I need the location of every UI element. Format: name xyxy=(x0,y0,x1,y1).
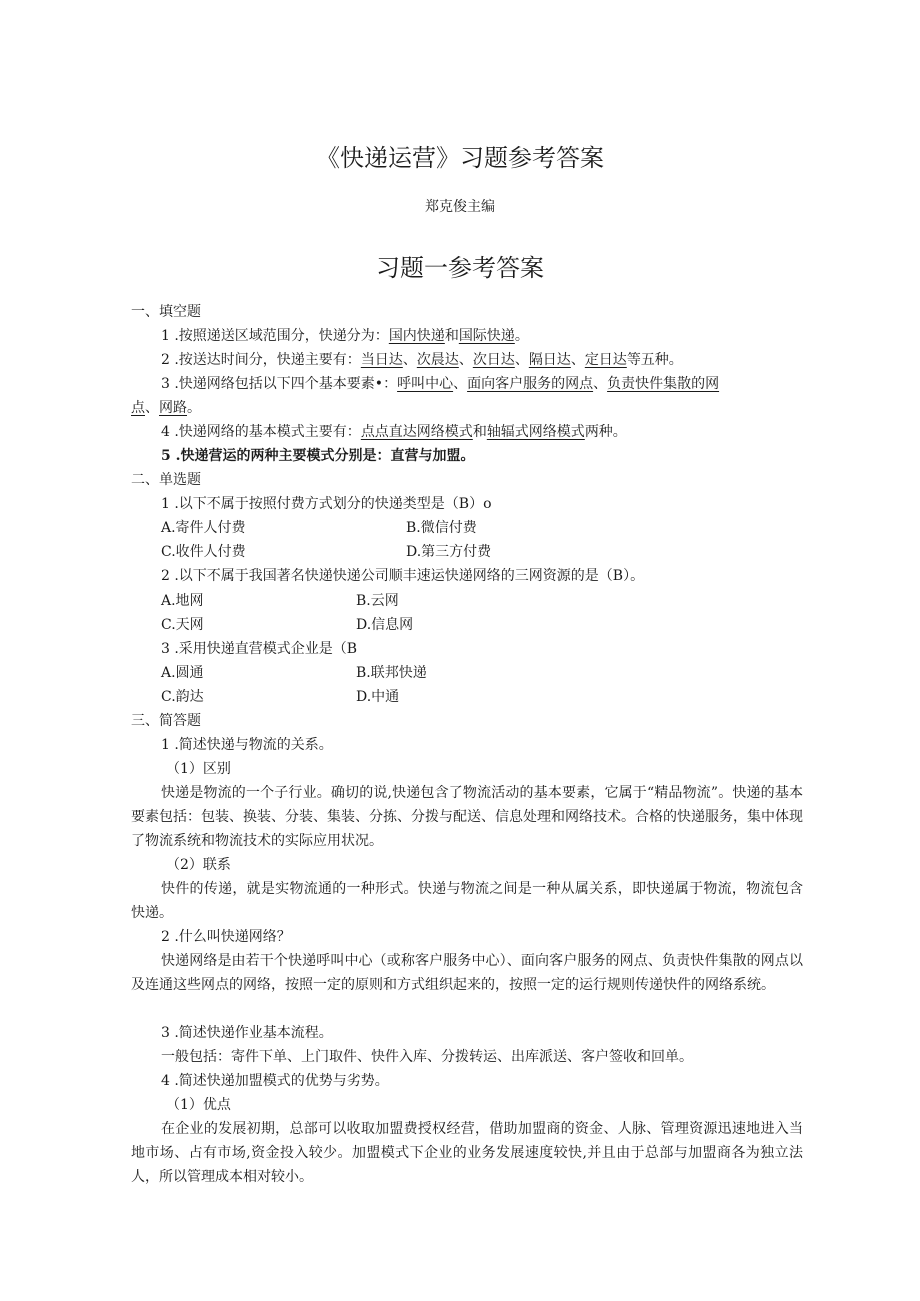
q3-answer: 一般包括：寄件下单、上门取件、快件入库、分拨转运、出库派送、客户签收和回单。 xyxy=(161,1049,693,1065)
q3-option-b: B.联邦快递 xyxy=(356,665,427,681)
fill-blank-q3: 3 .快递网络包括以下四个基本要素•：呼叫中心、面向客户服务的网点、负责快件集散的网 xyxy=(161,376,720,392)
editor-line: 郑克俊主编 xyxy=(425,199,495,215)
q1-part1-heading: （1）区别 xyxy=(166,761,231,777)
fill-blank-q5: 5 .快递营运的两种主要模式分别是：直营与加盟。 xyxy=(161,448,475,464)
q2-option-a: A.地网 xyxy=(161,593,204,609)
q3-option-d: D.中通 xyxy=(356,689,400,705)
q1-part2-heading: （2）联系 xyxy=(166,857,231,873)
short-answer-q3: 3 .简述快递作业基本流程。 xyxy=(161,1025,333,1041)
short-answer-q2: 2 .什么叫快递网络？ xyxy=(161,929,291,945)
q1-option-a: A.寄件人付费 xyxy=(161,520,246,536)
q2-answer: 快递网络是由若干个快递呼叫中心（或称客户服务中心）、面向客户服务的网点、负责快件集散的网点以及连通这些网点的网络，按照一定的原则和方式组织起来的，按照一定的运行规则传递快件的网络系统。 xyxy=(131,953,803,993)
document-title: 《快递运营》习题参考答案 xyxy=(316,144,604,172)
fill-blank-q3-cont: 点、网路。 xyxy=(131,400,201,416)
single-choice-q3: 3 .采用快递直营模式企业是（B xyxy=(161,641,358,657)
fill-blank-heading: 一、填空题 xyxy=(131,304,201,320)
q2-option-d: D.信息网 xyxy=(356,617,414,633)
q1-option-c: C.收件人付费 xyxy=(161,544,246,560)
q2-option-b: B.云网 xyxy=(356,593,399,609)
short-answer-q1: 1 .简述快递与物流的关系。 xyxy=(161,737,333,753)
fill-blank-q4: 4 .快递网络的基本模式主要有：点点直达网络模式和轴辐式网络模式两种。 xyxy=(161,424,627,440)
fill-blank-q1: 1 .按照递送区域范围分，快递分为：国内快递和国际快递。 xyxy=(161,328,529,344)
q1-option-d: D.第三方付费 xyxy=(406,544,492,560)
q1-part2-text: 快件的传递，就是实物流通的一种形式。快递与物流之间是一种从属关系，即快递属于物流，物流包含快递。 xyxy=(131,881,803,921)
q2-option-c: C.天网 xyxy=(161,617,204,633)
single-choice-q1: 1 .以下不属于按照付费方式划分的快递类型是（B）o xyxy=(161,496,492,512)
fill-blank-q2: 2 .按送达时间分，快递主要有：当日达、次晨达、次日达、隔日达、定日达等五种。 xyxy=(161,352,683,368)
short-answer-heading: 三、简答题 xyxy=(131,713,201,729)
section-title: 习题一参考答案 xyxy=(376,254,544,282)
q3-option-c: C.韵达 xyxy=(161,689,204,705)
q1-part1-text: 快递是物流的一个子行业。确切的说,快递包含了物流活动的基本要素，它属于“精品物流”。快递的基本要素包括：包装、换装、分装、集装、分拣、分拨与配送、信息处理和网络技术。合格的快递服务，集中体现了物流系统和物流技术的实际应用状况。 xyxy=(131,785,803,849)
short-answer-q4: 4 .简述快递加盟模式的优势与劣势。 xyxy=(161,1073,389,1089)
single-choice-heading: 二、单选题 xyxy=(131,472,201,488)
single-choice-q2: 2 .以下不属于我国著名快递快递公司顺丰速运快递网络的三网资源的是（B）。 xyxy=(161,568,645,584)
q4-part1-text: 在企业的发展初期，总部可以收取加盟费授权经营，借助加盟商的资金、人脉、管理资源迅速地进入当地市场、占有市场,资金投入较少。加盟模式下企业的业务发展速度较快,并且由于总部与加盟商各为独立法人，所以管理成本相对较小。 xyxy=(131,1121,803,1185)
q1-option-b: B.微信付费 xyxy=(406,520,477,536)
q3-option-a: A.圆通 xyxy=(161,665,204,681)
q4-part1-heading: （1）优点 xyxy=(166,1097,231,1113)
